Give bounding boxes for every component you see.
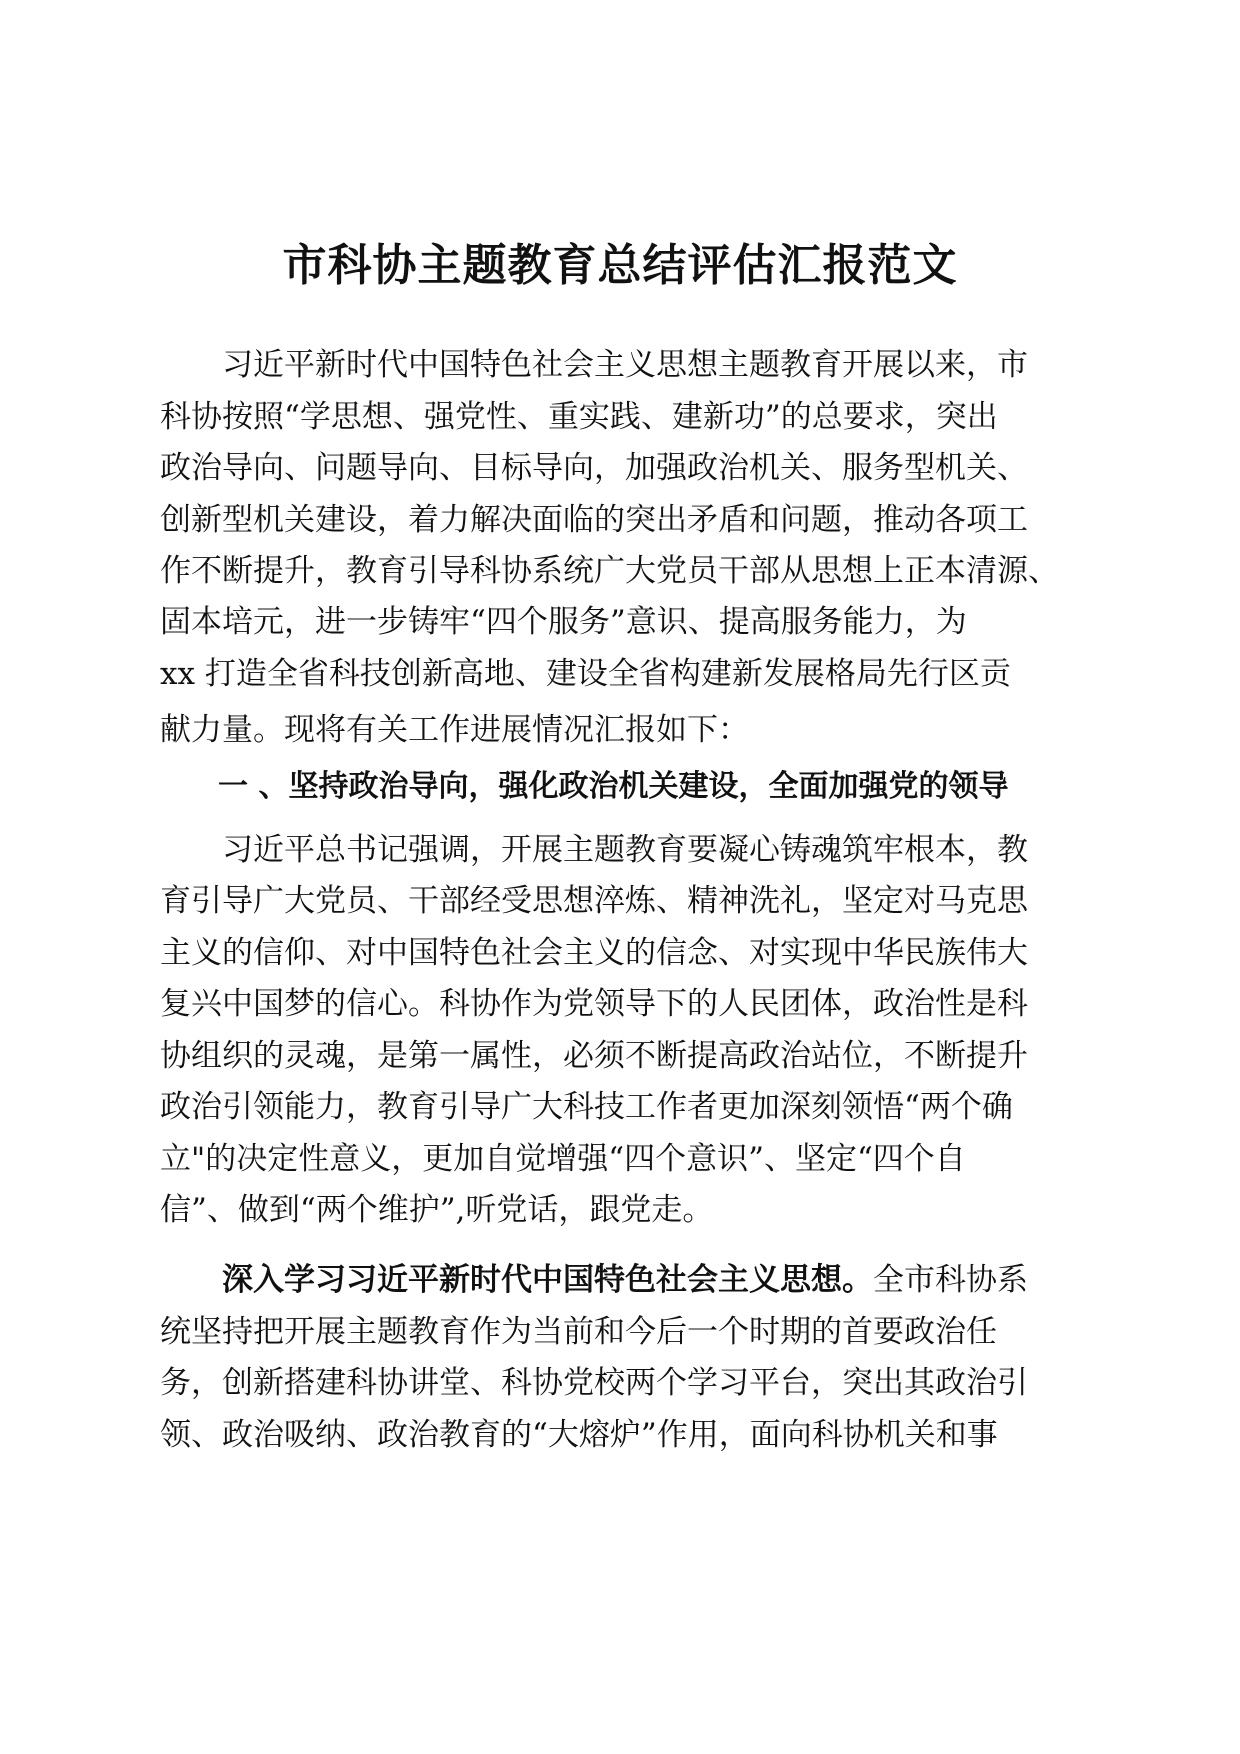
- intro-line-5: 作不断提升，教育引导科协系统广大党员干部从思想上正本清源、: [160, 553, 1059, 589]
- subsection-line-3: 务，创新搭建科协讲堂、科协党校两个学习平台，突出其政治引: [160, 1365, 1028, 1401]
- section1-line-5: 协组织的灵魂，是第一属性，必须不断提高政治站位，不断提升: [160, 1038, 1028, 1074]
- section1-line-4: 复兴中国梦的信心。科协作为党领导下的人民团体，政治性是科: [160, 986, 1028, 1022]
- document-title: 市科协主题教育总结评估汇报范文: [282, 240, 958, 291]
- section1-line-8: 信”、做到“两个维护”,听党话，跟党走。: [160, 1192, 714, 1228]
- section1-line-7: 立"的决定性意义，更加自觉增强“四个意识”、坚定“四个自: [160, 1141, 966, 1177]
- subsection-line-1-rest: 全市科协系: [873, 1262, 1028, 1298]
- section-heading: 一 、坚持政治导向，强化政治机关建设，全面加强党的领导: [218, 769, 1009, 804]
- section1-line-2: 育引导广大党员、干部经受思想淬炼、精神洗礼，坚定对马克思: [160, 883, 1028, 919]
- intro-line-1: 习近平新时代中国特色社会主义思想主题教育开展以来，市: [222, 347, 1028, 383]
- subsection-line-4: 领、政治吸纳、政治教育的“大熔炉”作用，面向科协机关和事: [160, 1417, 998, 1453]
- subsection-line-2: 统坚持把开展主题教育作为当前和今后一个时期的首要政治任: [160, 1314, 997, 1350]
- intro-line-7: xx 打造全省科技创新高地、建设全省构建新发展格局先行区贡: [160, 656, 1011, 692]
- intro-line-6: 固本培元，进一步铸牢“四个服务”意识、提高服务能力，为: [160, 604, 967, 640]
- intro-line-4: 创新型机关建设，着力解决面临的突出矛盾和问题，推动各项工: [160, 502, 1028, 538]
- subsection-lead: 深入学习习近平新时代中国特色社会主义思想。: [222, 1262, 873, 1298]
- subsection-line-1: [222, 1255, 1028, 1305]
- intro-line-8: 献力量。现将有关工作进展情况汇报如下：: [160, 712, 749, 748]
- section1-line-3: 主义的信仰、对中国特色社会主义的信念、对实现中华民族伟大: [160, 935, 1028, 971]
- section1-line-6: 政治引领能力，教育引导广大科技工作者更加深刻领悟“两个确: [160, 1089, 1013, 1125]
- intro-line-3: 政治导向、问题导向、目标导向，加强政治机关、服务型机关、: [160, 450, 1028, 486]
- intro-line-2: 科协按照“学思想、强党性、重实践、建新功”的总要求，突出: [160, 399, 998, 435]
- section1-line-1: 习近平总书记强调，开展主题教育要凝心铸魂筑牢根本，教: [222, 832, 1028, 868]
